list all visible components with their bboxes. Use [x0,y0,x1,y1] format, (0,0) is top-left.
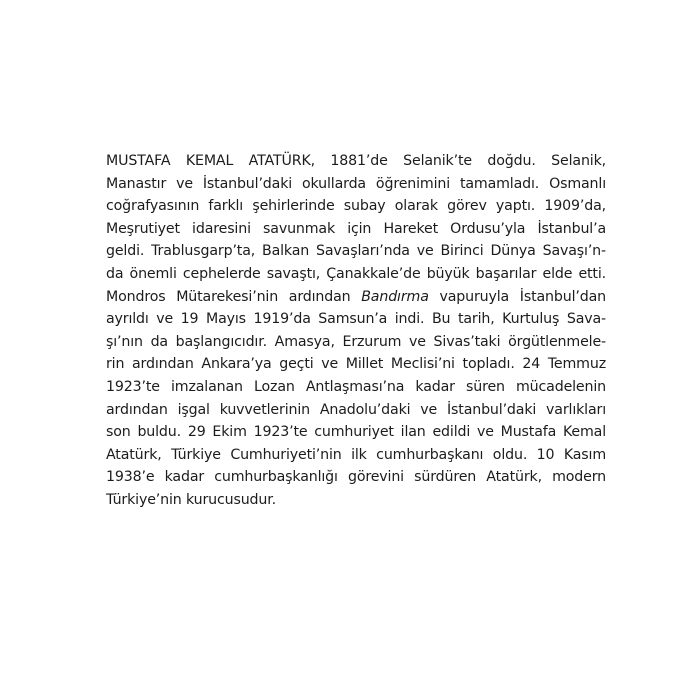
paragraph-line-6: da önemli cephelerde savaştı, Çanakkale’de büyük başarılar elde etti. [106,265,606,282]
biography-paragraph [106,150,606,512]
paragraph-line-14: Atatürk, Türkiye Cumhuriyeti’nin ilk cumhurbaşkanı oldu. 10 Kasım [106,446,606,463]
paragraph-line-5: geldi. Trablusgarp’ta, Balkan Savaşları’nda ve Birinci Dünya Savaşı’n- [106,243,606,260]
paragraph-line-7 [106,286,606,309]
paragraph-line-9: şı’nın da başlangıcıdır. Amasya, Erzurum ve Sivas’taki örgütlenmele- [106,333,606,350]
paragraph-line-8: ayrıldı ve 19 Mayıs 1919’da Samsun’a indi. Bu tarih, Kurtuluş Sava- [106,311,606,328]
paragraph-line-2: Manastır ve İstanbul’daki okullarda öğrenimini tamamladı. Osmanlı [106,175,606,192]
paragraph-line-15: 1938’e kadar cumhurbaşkanlığı görevini sürdüren Atatürk, modern [106,469,606,486]
ship-name-italic: Bandırma [361,288,429,305]
paragraph-line-1: MUSTAFA KEMAL ATATÜRK, 1881’de Selanik’te doğdu. Selanik, [106,153,606,169]
paragraph-line-4: Meşrutiyet idaresini savunmak için Hareket Ordusu’yla İstanbul’a [106,220,606,237]
line-7-part-2: vapuruyla İstanbul’dan [439,288,606,305]
paragraph-line-13: son buldu. 29 Ekim 1923’te cumhuriyet ilan edildi ve Mustafa Kemal [106,424,606,441]
line-7-part-1: Mondros Mütarekesi’nin ardından [106,288,351,305]
paragraph-line-16: Türkiye’nin kurucusudur. [106,491,276,508]
paragraph-line-12: ardından işgal kuvvetlerinin Anadolu’daki ve İstanbul’daki varlıkları [106,401,606,418]
paragraph-line-11: 1923’te imzalanan Lozan Antlaşması’na kadar süren mücadelenin [106,378,606,395]
paragraph-line-3: coğrafyasının farklı şehirlerinde subay olarak görev yaptı. 1909’da, [106,198,606,215]
paragraph-line-10: rin ardından Ankara’ya geçti ve Millet Meclisi’ni topladı. 24 Temmuz [106,356,606,373]
